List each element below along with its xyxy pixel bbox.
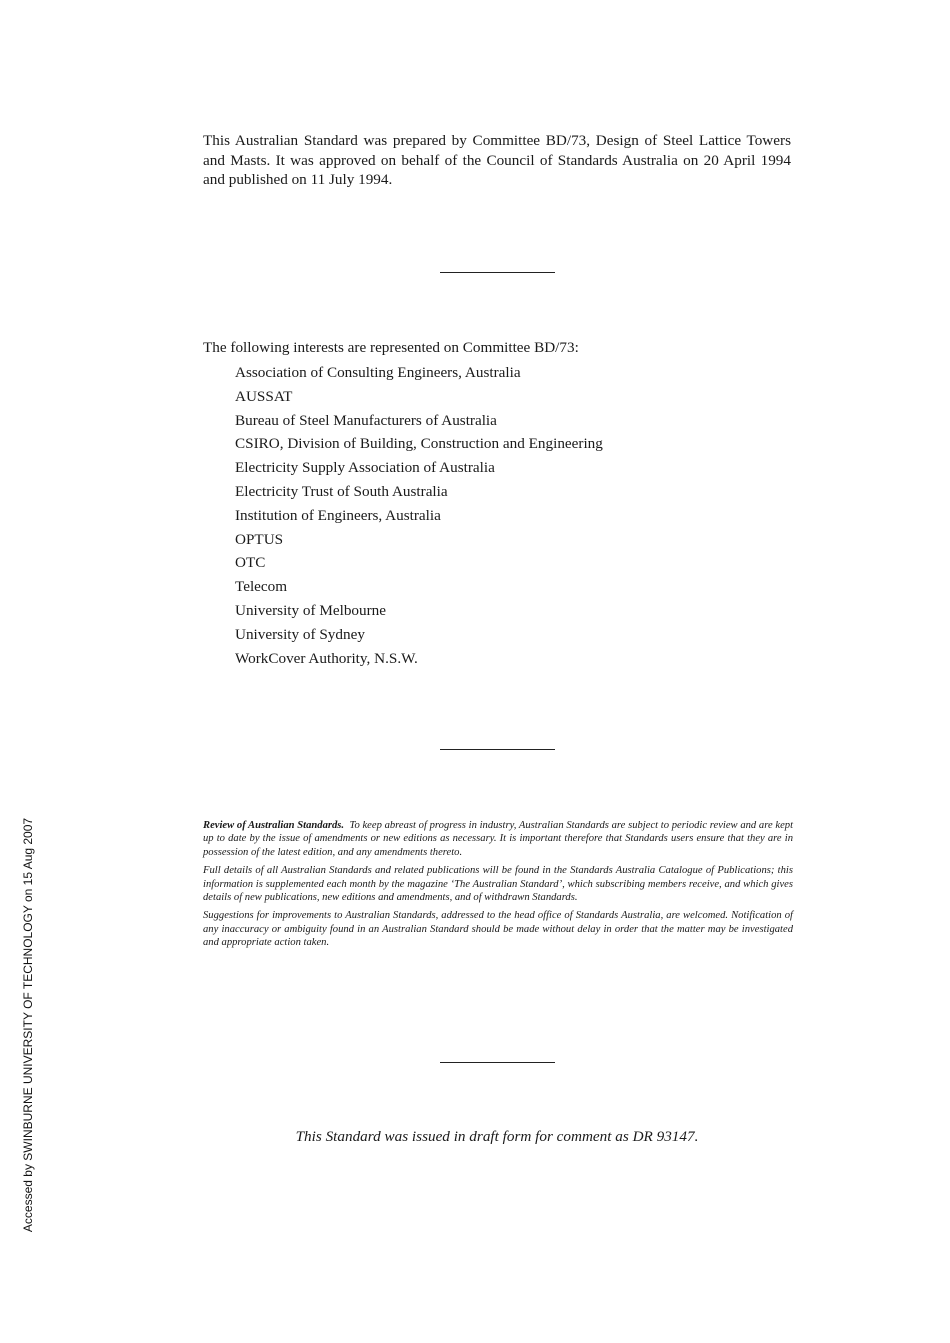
divider-rule-3 [440,1062,555,1063]
list-item: WorkCover Authority, N.S.W. [235,649,418,667]
list-item: University of Sydney [235,625,365,643]
list-item: Electricity Supply Association of Australia [235,459,495,477]
catalogue-paragraph: Full details of all Australian Standards and related publications will be found in the Standards Australia Catalogue of Publications; this information is supplemented each month by the magazine ‘The Australian Standard’, which subscribing members receive, and which gives details of new publications, new editions and amendments, and of withdrawn Standards. [203,865,793,904]
list-item: Telecom [235,578,288,596]
divider-rule-2 [440,749,555,750]
divider-rule-1 [440,272,555,273]
review-heading: Review of Australian Standards. [203,820,345,831]
list-item: Association of Consulting Engineers, Australia [235,364,521,381]
preparation-note: This Australian Standard was prepared by Committee BD/73, Design of Steel Lattice Towers and Masts. It was approved on behalf of the Council of Standards Australia on 20 April 1994 and published on 11 July 1994. [203,132,791,189]
interests-list [235,361,603,670]
list-item: University of Melbourne [235,601,386,619]
list-item: AUSSAT [235,387,293,405]
list-item: OPTUS [235,530,284,548]
list-item: Bureau of Steel Manufacturers of Australia [235,411,497,429]
review-paragraph [203,819,793,859]
review-text: To keep abreast of progress in industry, Australian Standards are subject to periodic review and are kept up to date by the issue of amendments or new editions as necessary. It is important therefore that Standards users ensure that they are in possession of the latest edition, and any amendments thereto. [203,820,794,858]
access-stamp-text: Accessed by SWINBURNE UNIVERSITY OF TECHNOLOGY on 15 Aug 2007 [21,817,35,1233]
list-item: Institution of Engineers, Australia [235,506,441,524]
draft-note: This Standard was issued in draft form for comment as DR 93147. [295,1128,699,1145]
review-notice [203,819,793,955]
list-item: Electricity Trust of South Australia [235,482,448,500]
list-item: CSIRO, Division of Building, Construction and Engineering [235,435,603,453]
list-item: OTC [235,554,266,572]
interests-intro: The following interests are represented on Committee BD/73: [203,339,579,356]
suggestions-paragraph: Suggestions for improvements to Australian Standards, addressed to the head office of Standards Australia, are welcomed. Notification of any inaccuracy or ambiguity found in an Australian Standard should be made without delay in order that the matter may be investigated and appropriate action taken. [203,910,793,949]
